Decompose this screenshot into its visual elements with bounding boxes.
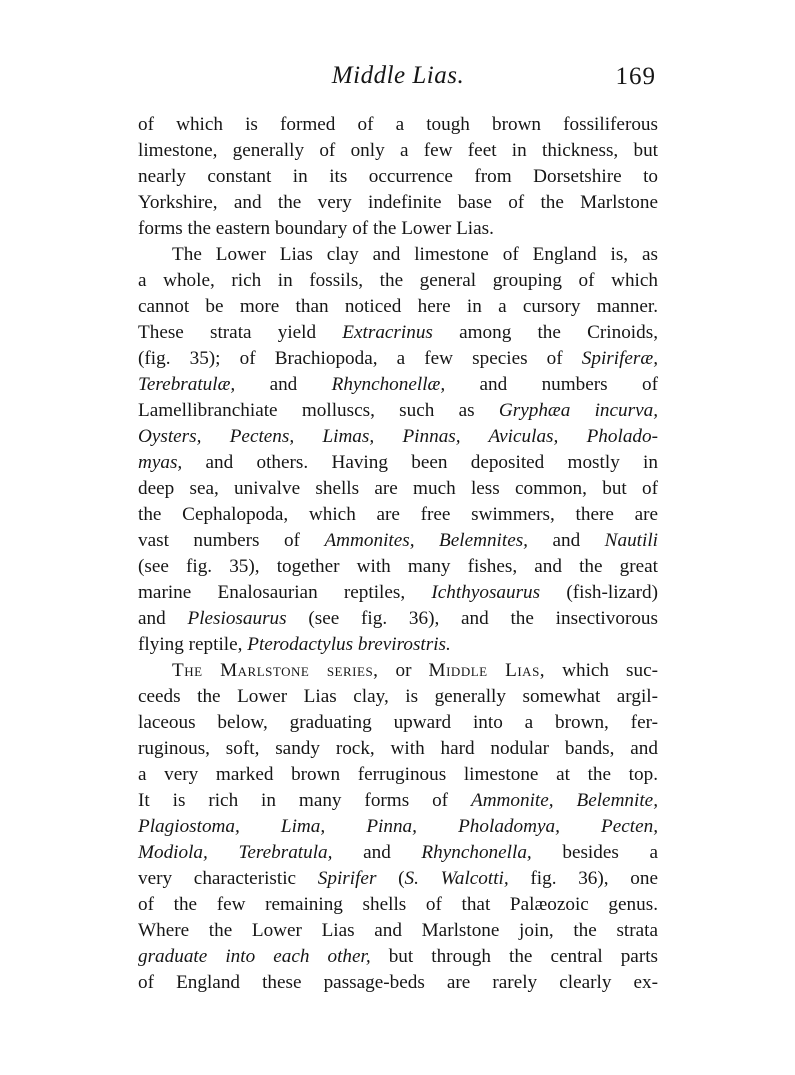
body-text bbox=[138, 112, 658, 996]
text-segment: (see fig. 36), and the insectivorous bbox=[286, 608, 658, 629]
text-line bbox=[138, 528, 658, 554]
text-segment: of which is formed of a tough brown fossiliferous bbox=[138, 114, 658, 135]
italic-text: Plagiostoma, Lima, Pinna, Pholadomya, Pecten, bbox=[138, 816, 658, 837]
text-segment: besides a bbox=[531, 842, 658, 863]
paragraph-first-line bbox=[138, 242, 658, 268]
text-segment: deep sea, univalve shells are much less common, but of bbox=[138, 478, 658, 499]
text-segment: Where the Lower Lias and Marlstone join, the strata bbox=[138, 920, 658, 941]
text-segment: nearly constant in its occurrence from Dorsetshire to bbox=[138, 166, 658, 187]
text-line bbox=[138, 138, 658, 164]
text-segment: (fig. 35); of Brachiopoda, a few species of bbox=[138, 348, 582, 369]
text-segment: ruginous, soft, sandy rock, with hard nodular bands, and bbox=[138, 738, 658, 759]
text-segment: but through the central parts bbox=[370, 946, 659, 967]
text-line bbox=[138, 892, 658, 918]
text-line bbox=[138, 424, 658, 450]
text-line bbox=[138, 268, 658, 294]
page-number: 169 bbox=[615, 63, 656, 90]
text-segment: (fish-lizard) bbox=[540, 582, 658, 603]
small-caps-text: Middle Lias, bbox=[428, 660, 546, 681]
text-line bbox=[138, 736, 658, 762]
text-line bbox=[138, 788, 658, 814]
text-segment: and bbox=[527, 530, 605, 551]
text-segment: very characteristic bbox=[138, 868, 318, 889]
text-segment: These strata yield bbox=[138, 322, 343, 343]
text-segment: a whole, rich in fossils, the general grouping of which bbox=[138, 270, 658, 291]
text-line bbox=[138, 684, 658, 710]
italic-text: Ammonites, Belemnites, bbox=[324, 530, 528, 551]
text-line bbox=[138, 398, 658, 424]
text-segment: cannot be more than noticed here in a cursory manner. bbox=[138, 296, 658, 317]
text-segment: fig. 36), one bbox=[508, 868, 659, 889]
text-line bbox=[138, 762, 658, 788]
text-line bbox=[138, 606, 658, 632]
small-caps-text: The Marlstone series, bbox=[172, 660, 379, 681]
text-segment: ( bbox=[376, 868, 405, 889]
text-segment: of England these passage-beds are rarely clearly ex- bbox=[138, 972, 658, 993]
italic-text: Gryphæa incurva, bbox=[498, 400, 659, 421]
text-segment: vast numbers of bbox=[138, 530, 325, 551]
text-line bbox=[138, 918, 658, 944]
italic-text: Plesiosaurus bbox=[187, 608, 287, 629]
running-title: Middle Lias. bbox=[331, 62, 465, 89]
running-head bbox=[138, 62, 658, 96]
italic-text: Nautili bbox=[604, 530, 658, 551]
text-segment: ceeds the Lower Lias clay, is generally somewhat argil- bbox=[138, 686, 658, 707]
text-segment: It is rich in many forms of bbox=[138, 790, 471, 811]
text-segment: or bbox=[378, 660, 429, 681]
italic-text: Rhynchonella, bbox=[421, 842, 532, 863]
text-line bbox=[138, 814, 658, 840]
text-line bbox=[138, 112, 658, 138]
text-line bbox=[138, 294, 658, 320]
text-segment: The Lower Lias clay and limestone of England is, as bbox=[172, 244, 658, 265]
italic-text: myas, bbox=[138, 452, 183, 473]
text-segment: and bbox=[235, 374, 332, 395]
text-line bbox=[138, 580, 658, 606]
text-segment: limestone, generally of only a few feet in thickness, but bbox=[138, 140, 658, 161]
italic-text: S. Walcotti, bbox=[404, 868, 509, 889]
text-segment: and bbox=[332, 842, 422, 863]
text-segment: which suc- bbox=[545, 660, 659, 681]
text-segment: forms the eastern boundary of the Lower Lias. bbox=[138, 218, 494, 239]
italic-text: Pterodactylus brevirostris. bbox=[247, 634, 451, 655]
italic-text: Spiriferæ, bbox=[581, 348, 658, 369]
text-segment: among the Crinoids, bbox=[432, 322, 658, 343]
text-line bbox=[138, 164, 658, 190]
text-segment: a very marked brown ferruginous limestone at the top. bbox=[138, 764, 658, 785]
paragraph-first-line bbox=[138, 658, 658, 684]
italic-text: Ammonite, Belemnite, bbox=[470, 790, 658, 811]
italic-text: Oysters, Pectens, Limas, Pinnas, Aviculas, Pholado- bbox=[138, 426, 658, 447]
italic-text: Ichthyosaurus bbox=[431, 582, 541, 603]
text-line bbox=[138, 450, 658, 476]
text-line bbox=[138, 970, 658, 996]
text-line bbox=[138, 346, 658, 372]
italic-text: Extracrinus bbox=[342, 322, 433, 343]
text-segment: flying reptile, bbox=[138, 634, 248, 655]
text-segment: and bbox=[138, 608, 188, 629]
text-segment: and others. Having been deposited mostly in bbox=[182, 452, 658, 473]
text-segment: laceous below, graduating upward into a brown, fer- bbox=[138, 712, 658, 733]
text-line bbox=[138, 320, 658, 346]
text-line bbox=[138, 372, 658, 398]
text-segment: Yorkshire, and the very indefinite base of the Marlstone bbox=[138, 192, 658, 213]
italic-text: graduate into each other, bbox=[138, 946, 371, 967]
text-line bbox=[138, 866, 658, 892]
text-line bbox=[138, 840, 658, 866]
text-line bbox=[138, 554, 658, 580]
text-line bbox=[138, 476, 658, 502]
italic-text: Modiola, Terebratula, bbox=[138, 842, 333, 863]
text-line bbox=[138, 710, 658, 736]
text-line bbox=[138, 632, 658, 658]
text-segment: marine Enalosaurian reptiles, bbox=[138, 582, 432, 603]
text-line bbox=[138, 216, 658, 242]
italic-text: Spirifer bbox=[317, 868, 377, 889]
text-line bbox=[138, 502, 658, 528]
text-segment: and numbers of bbox=[445, 374, 658, 395]
text-segment: of the few remaining shells of that Palæozoic genus. bbox=[138, 894, 658, 915]
italic-text: Rhynchonellæ, bbox=[331, 374, 446, 395]
text-line bbox=[138, 944, 658, 970]
text-segment: the Cephalopoda, which are free swimmers, there are bbox=[138, 504, 658, 525]
text-segment: Lamellibranchiate molluscs, such as bbox=[138, 400, 499, 421]
text-line bbox=[138, 190, 658, 216]
text-segment: (see fig. 35), together with many fishes, and the great bbox=[138, 556, 658, 577]
italic-text: Terebratulæ, bbox=[138, 374, 236, 395]
